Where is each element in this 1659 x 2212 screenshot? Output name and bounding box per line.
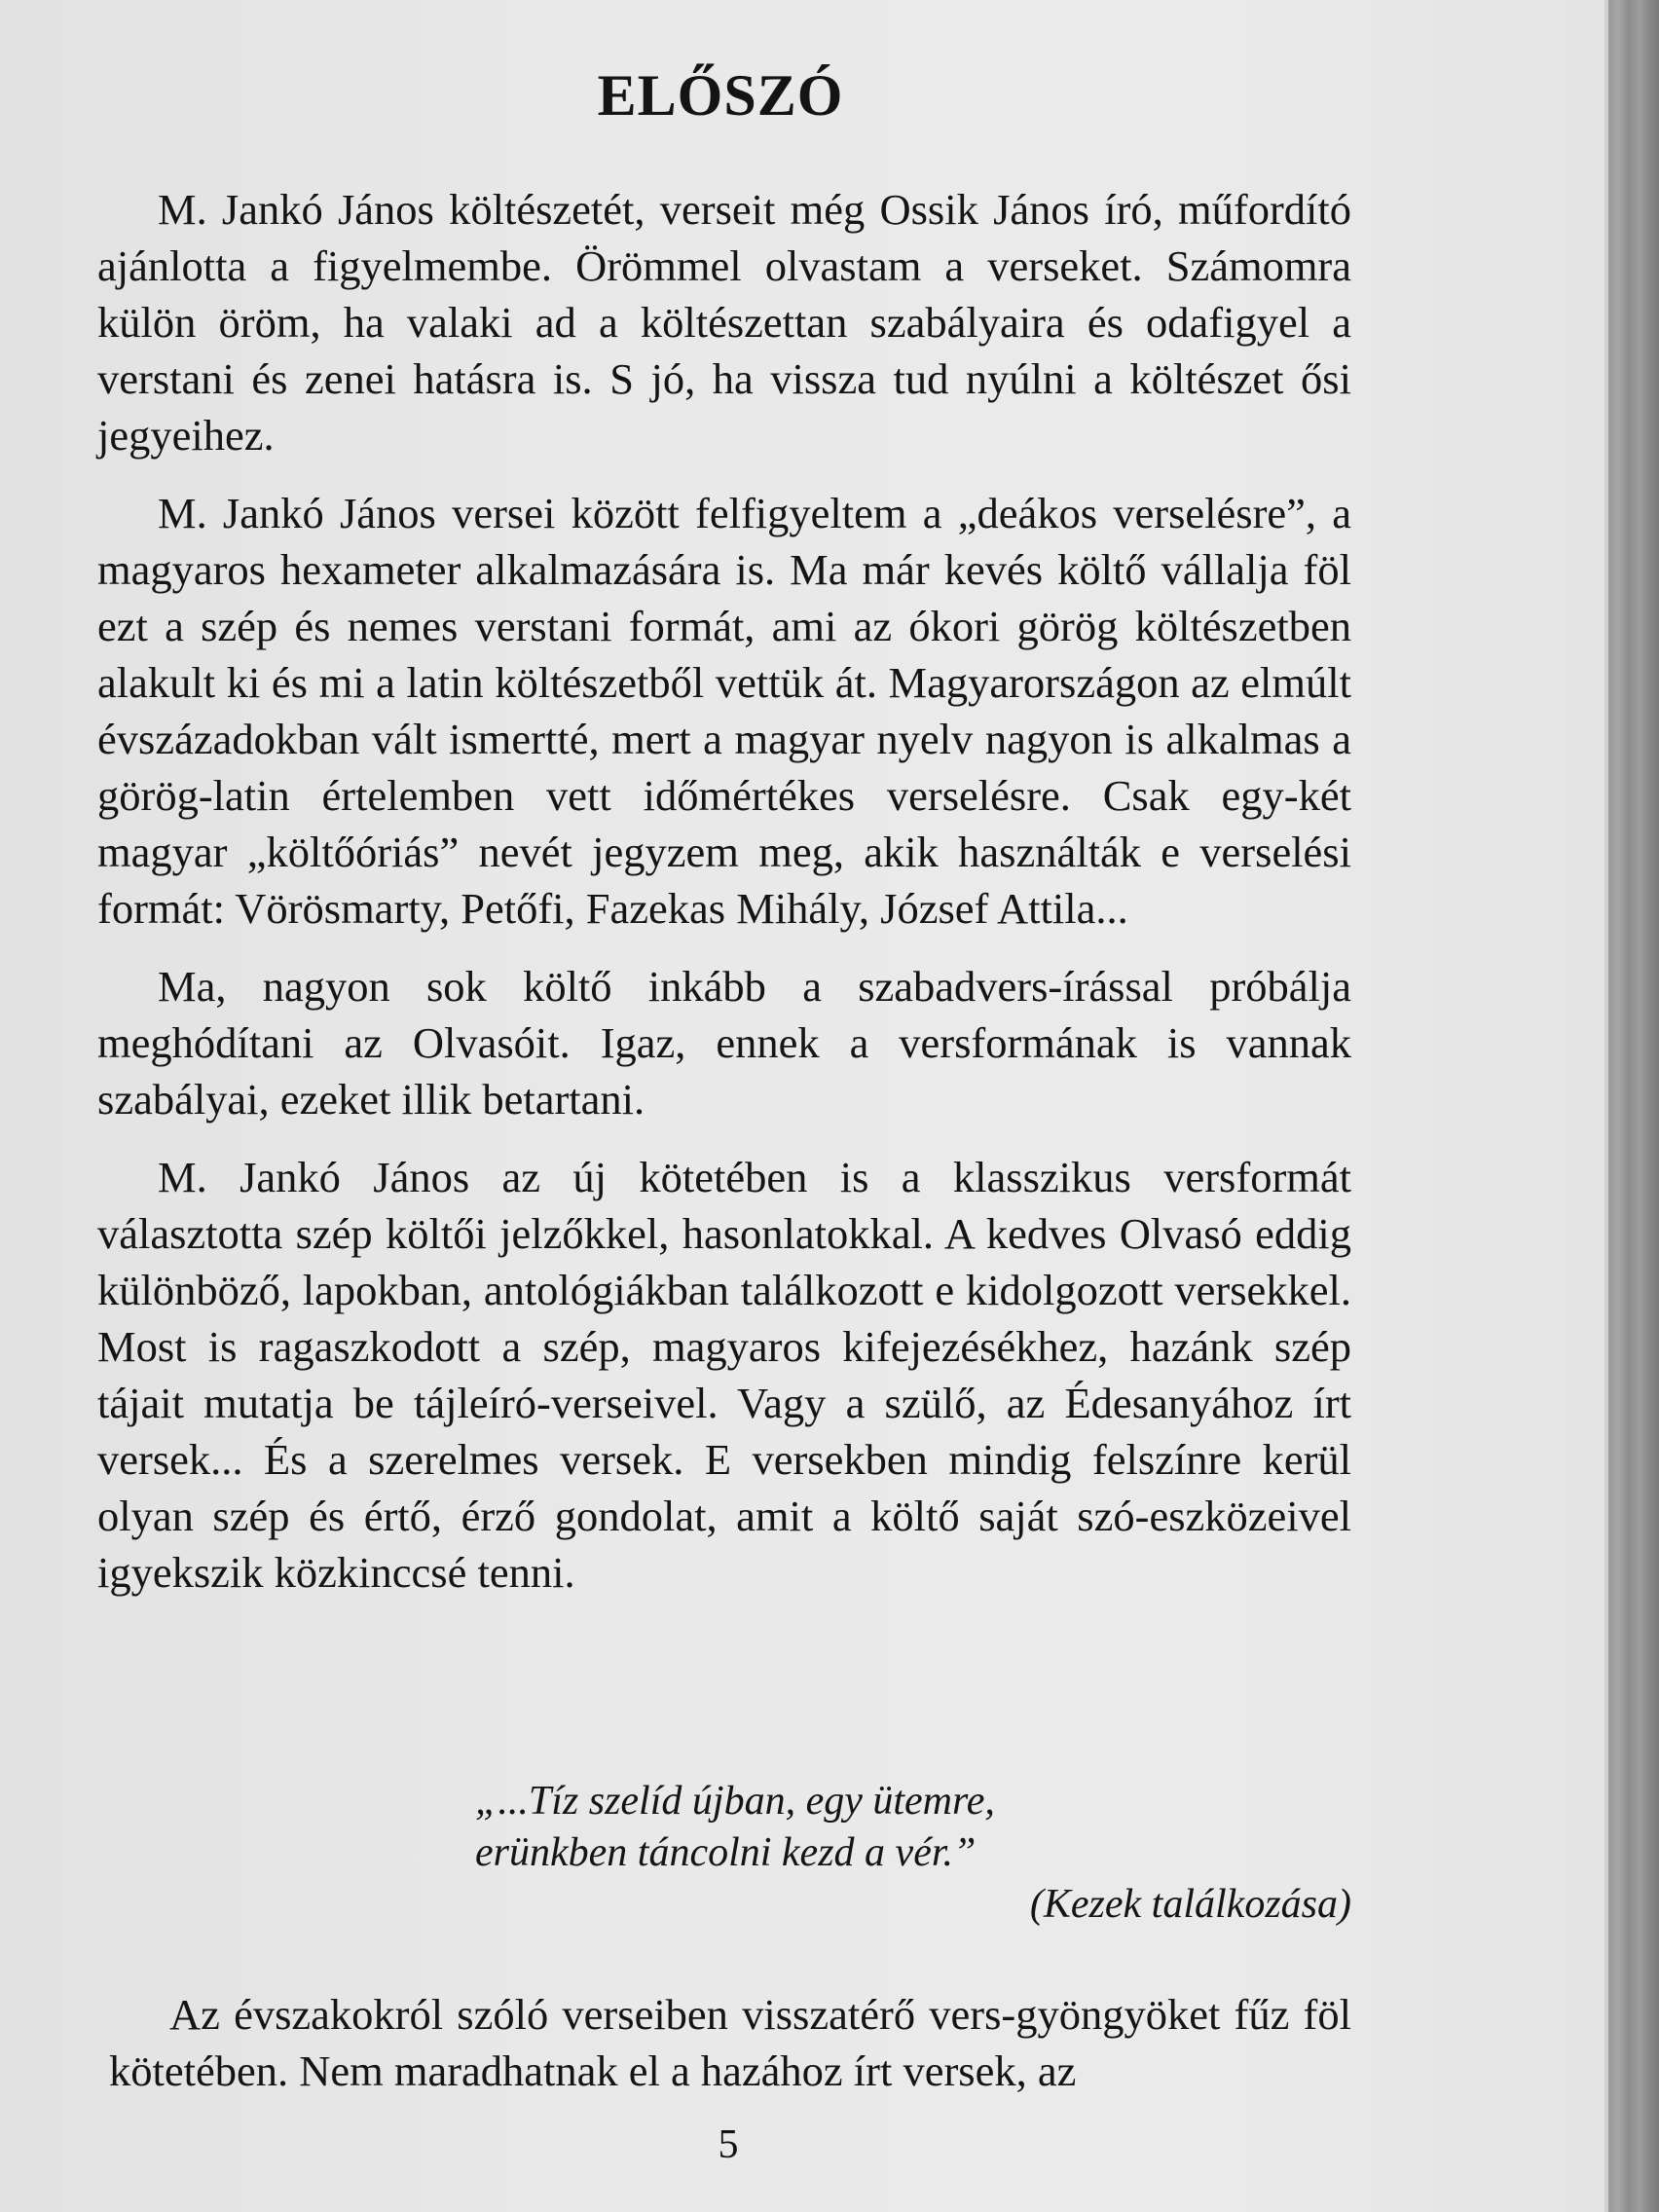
paragraph-4: M. Jankó János az új kötetében is a klasszikus versformát választotta szép költői jelzőkkel, hasonlatokkal. A kedves Olvasó eddig különböző, lapokban, antológiákban találkozott e kidolgozott versekkel. Most is ragaszkodott a szép, magyaros kifejezésékhez, hazánk szép tájait mutatja be tájleíró-verseivel. Vagy a szülő, az Édesanyához írt versek... És a szerelmes versek. E versekben mindig felszínre kerül olyan szép és értő, érző gondolat, amit a költő saját szó-eszközeivel igyekszik közkinccsé tenni. (97, 1153, 1351, 1597)
page-number: 5 (718, 2122, 739, 2167)
quote-line-2: erünkben táncolni kezd a vér.” (475, 1830, 977, 1875)
page-title: ELŐSZÓ (597, 63, 844, 128)
closing-paragraph: Az évszakokról szóló verseiben visszatérő vers-gyöngyöket fűz föl kötetében. Nem maradhatnak el a hazához írt versek, az (109, 1990, 1351, 2095)
poem-quote (475, 1776, 1351, 1931)
quote-source: (Kezek találkozása) (1029, 1882, 1351, 1927)
paragraph-1: M. Jankó János költészetét, verseit még Ossik János író, műfordító ajánlotta a figyelmembe. Örömmel olvastam a verseket. Számomra külön öröm, ha valaki ad a költészettan szabályaira és odafigyel a verstani és zenei hatásra is. S jó, ha vissza tud nyúlni a költészet ősi jegyeihez. (97, 185, 1351, 460)
book-page-edge (1604, 0, 1659, 2212)
preface-body (97, 181, 1351, 1622)
closing-text (109, 1986, 1351, 2099)
quote-line-1: „...Tíz szelíd újban, egy ütemre, (475, 1779, 995, 1824)
paragraph-2: M. Jankó János versei között felfigyeltem a „deákos verselésre”, a magyaros hexameter alkalmazására is. Ma már kevés költő vállalja föl ezt a szép és nemes verstani formát, ami az ókori görög költészetben alakult ki és mi a latin költészetből vettük át. Magyarországon az elmúlt évszázadokban vált ismertté, mert a magyar nyelv nagyon is alkalmas a görög-latin értelemben vett időmértékes verselésre. Csak egy-két magyar „költőóriás” nevét jegyzem meg, akik használták e verselési formát: Vörösmarty, Petőfi, Fazekas Mihály, József Attila... (97, 489, 1351, 933)
paragraph-3: Ma, nagyon sok költő inkább a szabadvers-írással próbálja meghódítani az Olvasóit. Igaz, ennek a versformának is vannak szabályai, ezeket illik betartani. (97, 962, 1351, 1124)
